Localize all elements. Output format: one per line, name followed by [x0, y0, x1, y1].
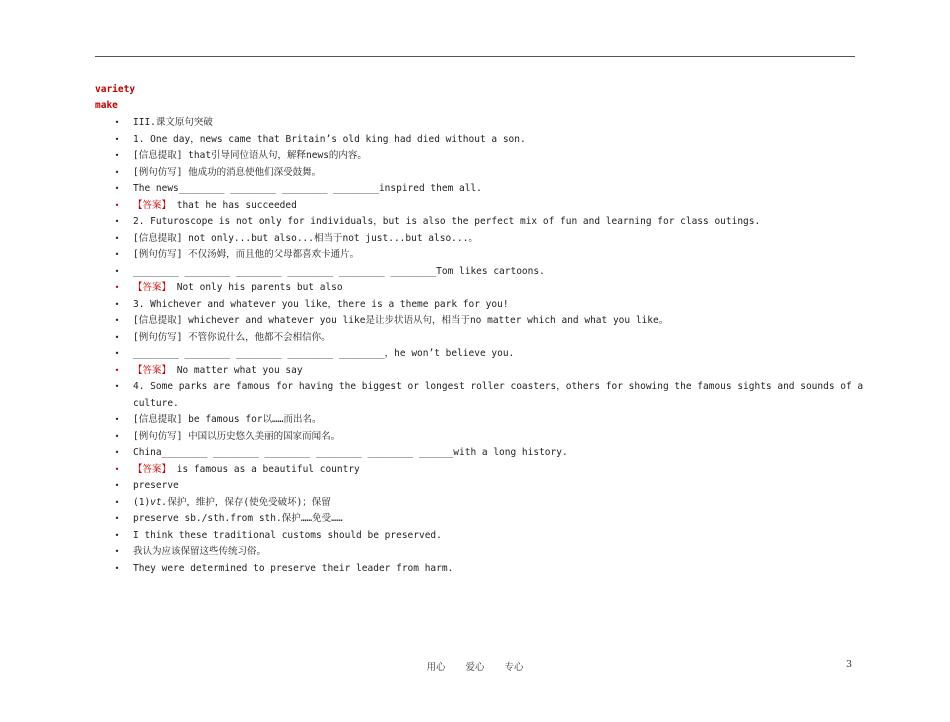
bullet-icon: • [114, 167, 120, 177]
footer-word: 用心 [426, 662, 446, 673]
part-of-speech: vt. [150, 496, 168, 508]
list-item: • preserve sb./sth.from sth.保护……免受…… [112, 511, 852, 528]
bullet-icon: • [114, 217, 120, 226]
list-item: • preserve [112, 478, 852, 495]
bullet-icon: • [114, 382, 120, 391]
bullet-icon: • [114, 547, 120, 556]
answer-item: • 【答案】 that he has succeeded [112, 198, 852, 215]
bullet-icon: • [114, 283, 120, 292]
bullet-icon: • [114, 266, 120, 276]
list-item: • III.课文原句突破 [112, 115, 852, 132]
bullet-icon: • [114, 563, 120, 573]
list-item: • 1. One day，news came that Britain’s old king had died without a son. [112, 132, 852, 149]
bullet-icon: • [114, 332, 120, 342]
answer-item: • 【答案】 No matter what you say [112, 363, 852, 380]
bullet-icon: • [114, 200, 120, 210]
list-item: • [例句仿写] 中国以历史悠久美丽的国家而闻名。 [112, 429, 852, 446]
bullet-icon: • [114, 514, 120, 523]
list-item: • ________ ________ ________ ________ ________ ________Tom likes cartoons. [112, 264, 852, 281]
list-item-continuation: culture. [133, 397, 179, 409]
list-item: • [信息提取] whichever and whatever you like是让步状语从句，相当于no matter which and what you like。 [112, 313, 852, 330]
bullet-icon: • [114, 184, 120, 193]
heading-word-variety: variety [95, 84, 136, 95]
heading-word-make: make [95, 100, 118, 111]
footer-word: 专心 [504, 662, 524, 673]
bullet-icon: • [114, 299, 120, 309]
bullet-icon: • [114, 497, 120, 507]
answer-tag: 【答案】 [133, 199, 172, 211]
bullet-icon: • [114, 151, 120, 160]
list-item: • 2. Futuroscope is not only for individuals，but is also the perfect mix of fun and learning for class outings. [112, 214, 852, 231]
list-item: • [信息提取] be famous for以……而出名。 [112, 412, 852, 429]
answer-tag: 【答案】 [133, 364, 172, 376]
list-item: • 3. Whichever and whatever you like，there is a theme park for you! [112, 297, 852, 314]
bullet-icon: • [114, 448, 120, 457]
bullet-icon: • [114, 233, 120, 243]
bullet-icon: • [114, 316, 120, 325]
list-item: • [例句仿写] 他成功的消息使他们深受鼓舞。 [112, 165, 852, 182]
list-item: • [例句仿写] 不仅汤姆，而且他的父母都喜欢卡通片。 [112, 247, 852, 264]
bullet-icon: • [114, 464, 120, 474]
list-item: • 4. Some parks are famous for having the biggest or longest roller coasters，others for showing the famous sights and sounds of a [112, 379, 852, 396]
bullet-icon: • [114, 365, 120, 375]
list-item: • [信息提取] not only...but also...相当于not just...but also...。 [112, 231, 852, 248]
list-item: • [例句仿写] 不管你说什么，他都不会相信你。 [112, 330, 852, 347]
footer-word: 爱心 [465, 662, 485, 673]
list-item: • I think these traditional customs should be preserved. [112, 528, 852, 545]
bullet-icon: • [114, 118, 120, 127]
bullet-icon: • [114, 349, 120, 358]
page-footer [0, 659, 950, 673]
list-item: • China________ ________ ________ ________ ________ ______with a long history. [112, 445, 852, 462]
bullet-icon: • [114, 250, 120, 259]
bullet-icon: • [114, 415, 120, 424]
list-item: • [信息提取] that引导同位语从句，解释news的内容。 [112, 148, 852, 165]
header-rule [95, 56, 855, 57]
page-number: 3 [846, 659, 853, 670]
answer-item: • 【答案】 is famous as a beautiful country [112, 462, 852, 479]
answer-item: • 【答案】 Not only his parents but also [112, 280, 852, 297]
list-item: • (1)vt.保护，维护，保存(使免受破坏)；保留 [112, 495, 852, 512]
list-item: • 我认为应该保留这些传统习俗。 [112, 544, 852, 561]
list-item: • The news________ ________ ________ ________inspired them all. [112, 181, 852, 198]
answer-tag: 【答案】 [133, 282, 172, 293]
bullet-icon: • [114, 481, 120, 490]
bullet-icon: • [114, 431, 120, 441]
content-list [112, 115, 864, 577]
answer-tag: 【答案】 [133, 463, 172, 475]
list-item: • ________ ________ ________ ________ ________，he won’t believe you. [112, 346, 852, 363]
bullet-icon: • [114, 530, 120, 540]
list-item: • They were determined to preserve their leader from harm. [112, 561, 852, 578]
bullet-icon: • [114, 134, 120, 144]
